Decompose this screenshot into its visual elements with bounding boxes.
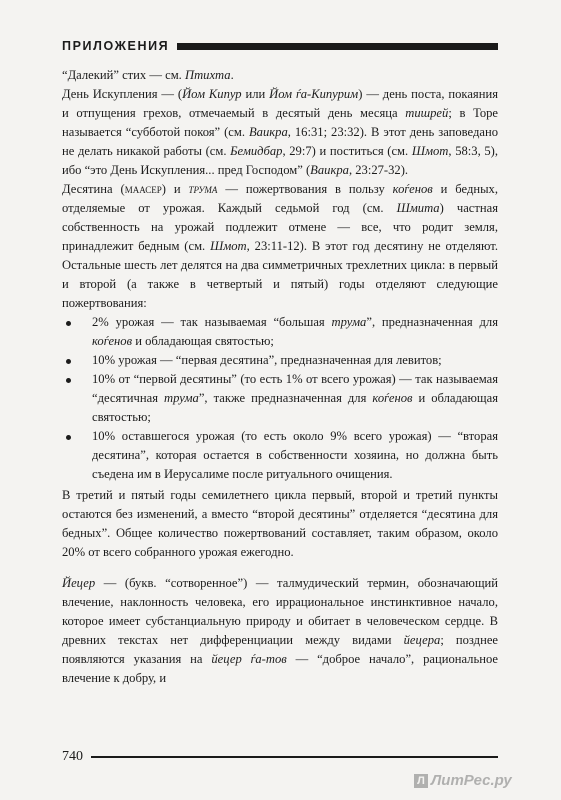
header-rule	[177, 43, 498, 50]
section-title: ПРИЛОЖЕНИЯ	[62, 39, 170, 53]
glossary-entry-distant-verse: “Далекий” стих — см. Птихта.	[62, 68, 234, 82]
glossary-content	[62, 66, 498, 688]
running-header	[62, 36, 498, 56]
glossary-entry-yetzer: Йецер — (букв. “сотворенное”) — талмудический термин, обозначающий влечение, наклонность человека, его иррациональное инстинктивное начало, которое имеет субстанциальную природу и обитает в человеческом сердце. В древних текстах нет дифференциации между видами йецера; позднее появляются указания на йецер ѓа-тов — “доброе начало”, рациональное влечение к добру, и	[62, 576, 499, 685]
litres-logo-icon: Л	[414, 774, 428, 788]
tithe-list	[62, 313, 498, 484]
glossary-entry-yom-kippur: День Искупления — (Йом Кипур или Йом ѓа-Кипурим) — день поста, покаяния и отпущения грехов, отмечаемый в десятый день месяца тишрей; в Торе называется “субботой покоя” (см. Ваикра, 16:31; 23:32). В этот день заповедано не делать никакой работы (см. Бемидбар, 29:7) и поститься (см. Шмот, 58:3, 5), ибо “это День Искупления... пред Господом” (Ваикра, 23:27-32).	[62, 87, 499, 177]
list-item: 10% урожая — “первая десятина”, предназначенная для левитов;	[62, 351, 498, 370]
list-item: 2% урожая — так называемая “большая трума”, предназначенная для коѓенов и обладающая святостью;	[62, 313, 498, 351]
tithe-outro: В третий и пятый годы семилетнего цикла первый, второй и третий пункты остаются без изменений, а вместо “второй десятины” отделяется “десятина для бедных”. Общее количество пожертвований составляет, таким образом, около 20% от всего собранного урожая ежегодно.	[62, 488, 498, 559]
watermark	[414, 772, 512, 789]
list-item: 10% от “первой десятины” (то есть 1% от всего урожая) — так называемая “десятичная трума”, также предназначенная для коѓенов и обладающая святостью;	[62, 370, 498, 427]
watermark-text: ЛитРес.ру	[431, 772, 512, 789]
page-number: 740	[62, 749, 83, 764]
tithe-intro: Десятина (маасер) и трума — пожертвования в пользу коѓенов и бедных, отделяемые от урожая. Каждый седьмой год (см. Шмита) частная собственность на урожай подлежит отмене — все, что родит земля, принадлежит бедным (см. Шмот, 23:11-12). В этот год десятину не отделяют. Остальные шесть лет делятся на два симметричных трехлетних цикла: в первый и второй (а также в четвертый и пятый) годы отделяют следующие пожертвования:	[62, 182, 499, 310]
list-item: 10% оставшегося урожая (то есть около 9% всего урожая) — “вторая десятина”, которая остается в собственности хозяина, но должна быть съедена им в Иерусалиме после ритуального очищения.	[62, 427, 498, 484]
page-footer	[62, 747, 498, 767]
footer-rule	[91, 756, 498, 758]
glossary-entry-tithe	[62, 180, 498, 562]
